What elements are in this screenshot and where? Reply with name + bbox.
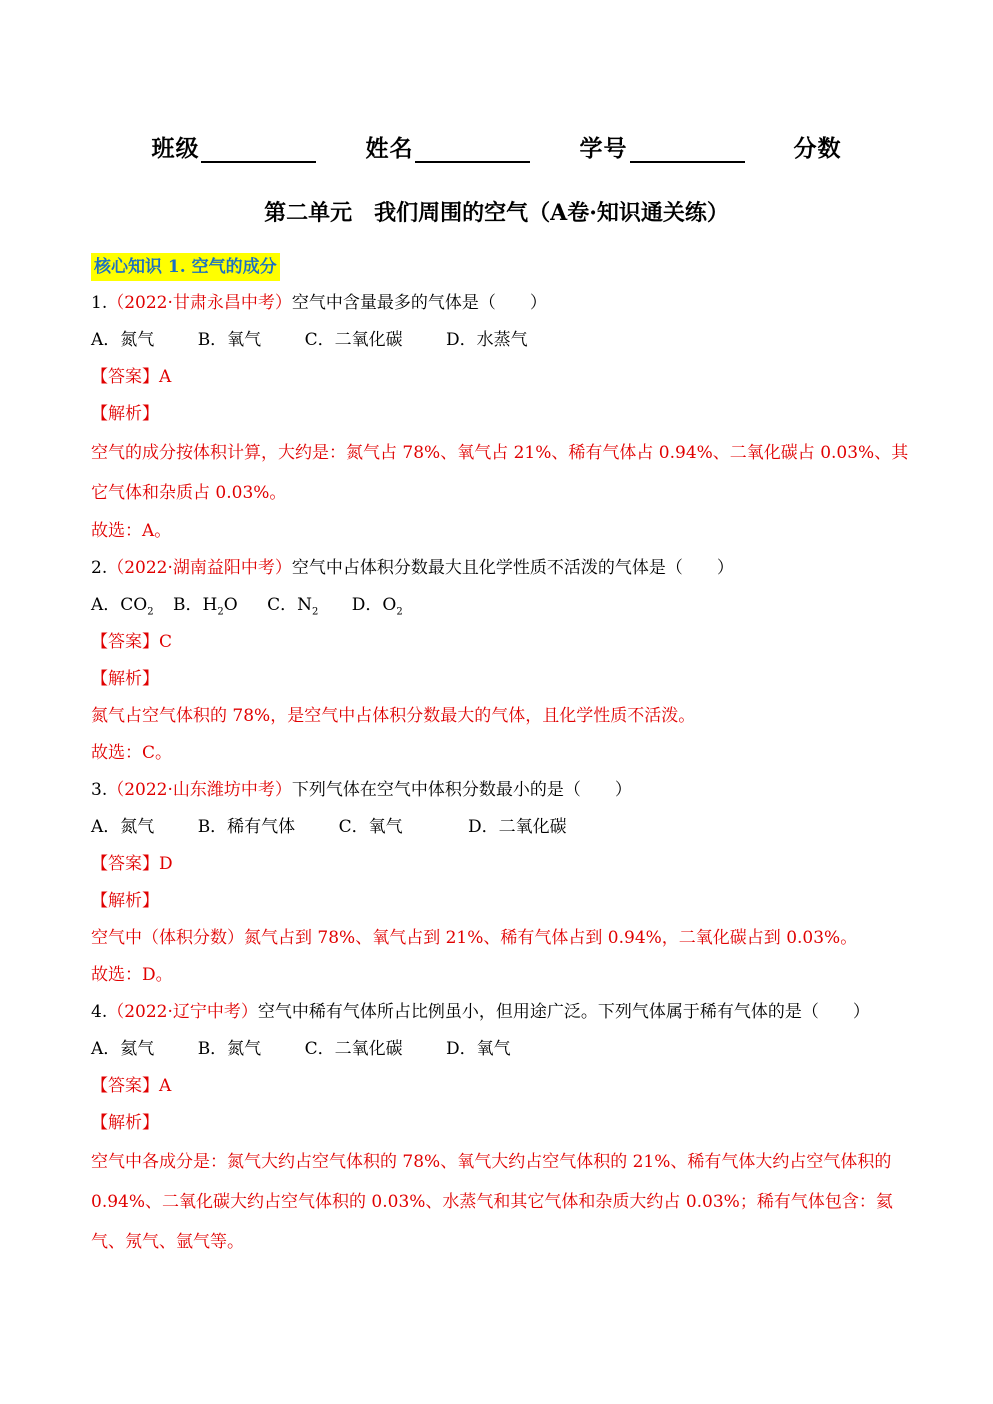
answer-label: 【答案】 (91, 1076, 159, 1096)
choice-text: 故选：A。 (91, 521, 172, 541)
choice-text: 故选：C。 (91, 743, 173, 763)
question-source: （2022·辽宁中考） (107, 1002, 258, 1022)
question-2-options (91, 587, 911, 624)
answer-line (91, 1068, 911, 1105)
option-b: B．$H_2O$ (173, 595, 238, 618)
analysis-text: 空气的成分按体积计算，大约是：氮气占 78%、氧气占 21%、稀有气体占 0.94%、二氧化碳占 0.03%、其它气体和杂质占 0.03%。 (91, 443, 909, 503)
question-1-options (91, 322, 911, 359)
question-number: 1. (91, 293, 108, 313)
section-heading: 核心知识 1. 空气的成分 (91, 253, 280, 281)
class-label: 班级 (151, 135, 200, 162)
answer-line (91, 359, 911, 396)
option-b: B．氮气 (197, 1039, 262, 1059)
analysis-text: 空气中（体积分数）氮气占到 78%、氧气占到 21%、稀有气体占到 0.94%，二氧化碳占到 0.03%。 (91, 928, 858, 948)
answer-value: D (159, 854, 173, 874)
question-text: 空气中稀有气体所占比例虽小，但用途广泛。下列气体属于稀有气体的是（ ） (257, 1002, 870, 1022)
score-field (794, 130, 842, 163)
name-label: 姓名 (365, 135, 414, 162)
answer-label: 【答案】 (91, 854, 159, 874)
option-c: C．二氧化碳 (304, 330, 403, 350)
question-list (91, 253, 911, 1262)
answer-value: A (159, 367, 172, 387)
option-a: A．氮气 (91, 817, 155, 837)
option-d: D．氧气 (446, 1039, 511, 1059)
name-field (365, 130, 530, 163)
option-a: A．$CO_2$ (91, 595, 154, 618)
option-a: A．氮气 (91, 330, 155, 350)
option-c: C．氧气 (338, 817, 403, 837)
question-source: （2022·湖南益阳中考） (107, 558, 292, 578)
name-blank[interactable] (415, 137, 530, 163)
page-title: 第二单元 我们周围的空气（A卷·知识通关练） (264, 200, 729, 226)
answer-value: C (159, 632, 173, 652)
student-info-header (0, 130, 993, 163)
option-b: B．稀有气体 (197, 817, 296, 837)
analysis-label: 【解析】 (91, 404, 159, 424)
option-c: C．$N_2$ (267, 595, 319, 618)
question-4-options (91, 1031, 911, 1068)
analysis-text: 空气中各成分是：氮气大约占空气体积的 78%、氧气大约占空气体积的 21%、稀有气体大约占空气体积的 0.94%、二氧化碳大约占空气体积的 0.03%、水蒸气和其它气体和杂质大约占 0.03%；稀有气体包含：氦气、氖气、氩气等。 (91, 1152, 893, 1252)
class-field (151, 130, 316, 163)
option-c: C．二氧化碳 (304, 1039, 403, 1059)
analysis-label: 【解析】 (91, 1113, 159, 1133)
class-blank[interactable] (201, 137, 316, 163)
question-4-stem (91, 994, 911, 1031)
analysis-label: 【解析】 (91, 669, 159, 689)
answer-value: A (159, 1076, 172, 1096)
question-2-stem (91, 550, 911, 587)
question-number: 2. (91, 558, 108, 578)
analysis-label: 【解析】 (91, 891, 159, 911)
id-blank[interactable] (630, 137, 745, 163)
answer-line (91, 846, 911, 883)
option-d: D．$O_2$ (351, 595, 403, 618)
question-text: 空气中含量最多的气体是（ ） (291, 293, 547, 313)
question-source: （2022·甘肃永昌中考） (107, 293, 292, 313)
answer-label: 【答案】 (91, 367, 159, 387)
question-text: 下列气体在空气中体积分数最小的是（ ） (291, 780, 632, 800)
question-3-options (91, 809, 911, 846)
score-label: 分数 (793, 135, 842, 162)
id-field (580, 130, 745, 163)
choice-text: 故选：D。 (91, 965, 173, 985)
option-b: B．氧气 (197, 330, 262, 350)
id-label: 学号 (579, 135, 628, 162)
question-text: 空气中占体积分数最大且化学性质不活泼的气体是（ ） (291, 558, 734, 578)
option-d: D．水蒸气 (446, 330, 528, 350)
question-number: 3. (91, 780, 108, 800)
question-1-stem (91, 285, 911, 322)
analysis-text: 氮气占空气体积的 78%，是空气中占体积分数最大的气体，且化学性质不活泼。 (91, 706, 696, 726)
option-d: D．二氧化碳 (468, 817, 567, 837)
question-3-stem (91, 772, 911, 809)
question-number: 4. (91, 1002, 108, 1022)
answer-label: 【答案】 (91, 632, 159, 652)
option-a: A．氦气 (91, 1039, 155, 1059)
question-source: （2022·山东潍坊中考） (107, 780, 292, 800)
